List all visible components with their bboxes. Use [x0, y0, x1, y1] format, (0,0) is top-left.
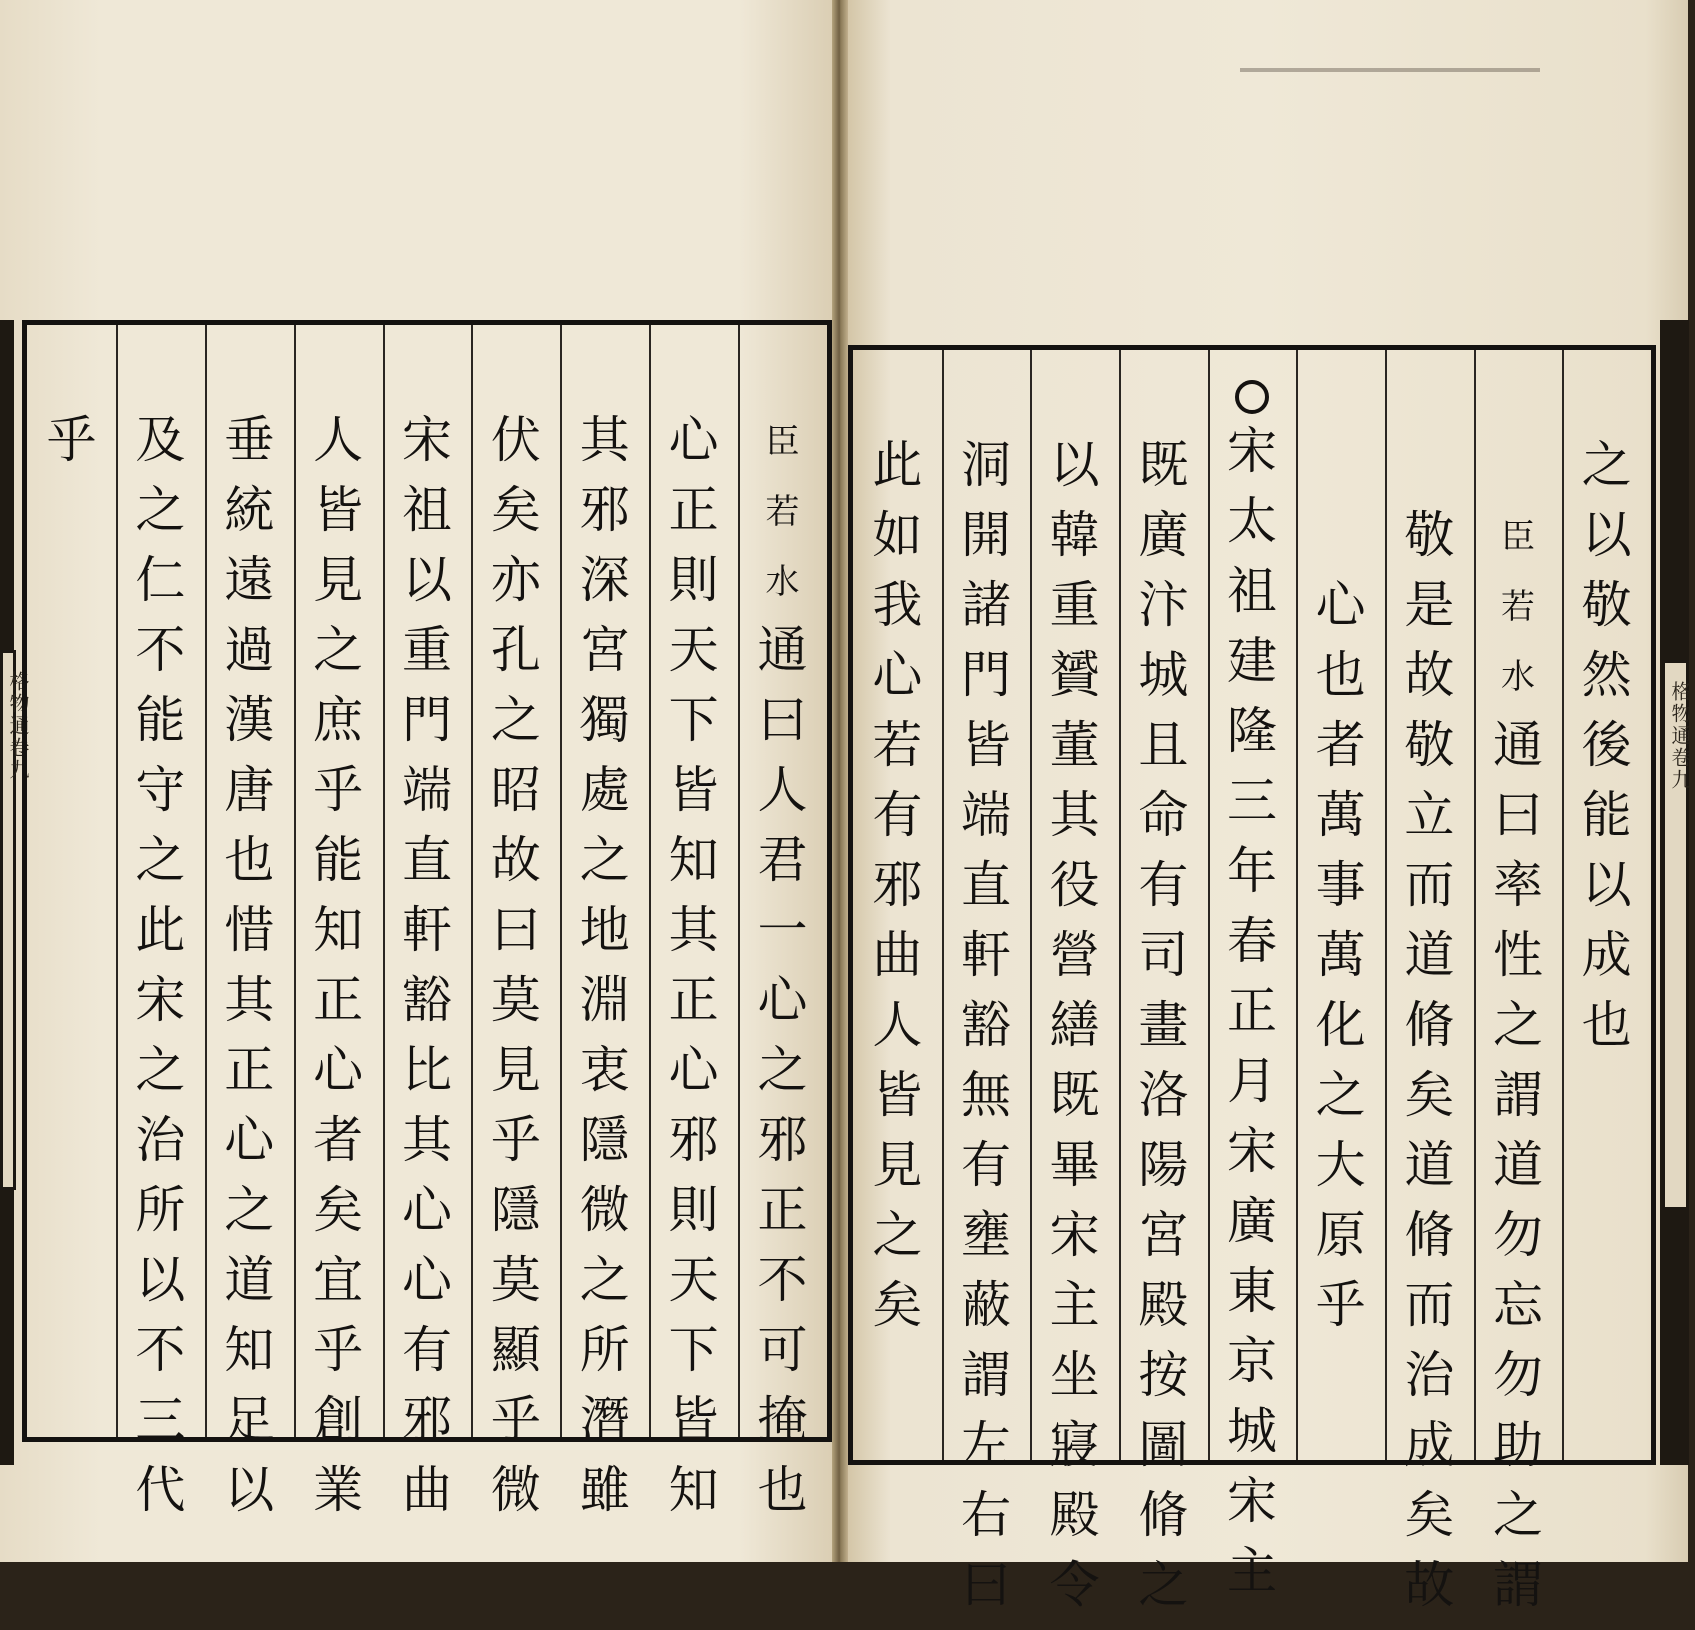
text-glyph: 其: [401, 1111, 452, 1169]
text-glyph: 勿: [1492, 1346, 1543, 1404]
text-glyph: 也: [1315, 646, 1366, 704]
text-column: [27, 325, 116, 485]
text-glyph: 既: [1049, 1066, 1100, 1124]
text-glyph: 有: [872, 786, 923, 844]
text-glyph: 心: [401, 1251, 452, 1309]
text-glyph: 見: [872, 1136, 923, 1194]
text-glyph: 成: [1404, 1416, 1455, 1474]
text-glyph: 正: [668, 481, 719, 539]
text-glyph: 莫: [490, 971, 541, 1029]
section-circle-mark: [1235, 380, 1269, 414]
text-glyph: 乎: [1315, 1276, 1366, 1334]
text-glyph: 曰: [757, 691, 808, 749]
text-glyph: 也: [224, 831, 275, 889]
text-glyph: 若: [872, 716, 923, 774]
text-glyph: 曰: [960, 1556, 1011, 1614]
text-glyph: 洛: [1138, 1066, 1189, 1124]
text-column: [560, 325, 649, 1535]
text-glyph: 然: [1581, 646, 1632, 704]
text-glyph: 皆: [313, 481, 364, 539]
text-glyph: 祖: [401, 481, 452, 539]
text-glyph: 曰: [1492, 786, 1543, 844]
text-glyph: 邪: [579, 481, 630, 539]
text-glyph: 能: [135, 691, 186, 749]
text-glyph: 心: [668, 1041, 719, 1099]
text-glyph: 心: [872, 646, 923, 704]
text-glyph: 是: [1404, 576, 1455, 634]
text-glyph: 知: [224, 1321, 275, 1379]
text-glyph: 宋: [135, 971, 186, 1029]
text-glyph: 脩: [1138, 1486, 1189, 1544]
text-column: [471, 325, 560, 1535]
text-glyph: 者: [1315, 716, 1366, 774]
text-glyph: 皆: [668, 1391, 719, 1449]
text-glyph: 心: [757, 971, 808, 1029]
text-glyph: 知: [668, 1461, 719, 1519]
text-glyph: 大: [1315, 1136, 1366, 1194]
text-glyph: 宮: [579, 621, 630, 679]
text-glyph: 成: [1581, 926, 1632, 984]
text-glyph: 宋: [1226, 1472, 1277, 1530]
text-glyph: 見: [313, 551, 364, 609]
text-glyph: 韓: [1049, 506, 1100, 564]
text-glyph: 昭: [490, 761, 541, 819]
text-glyph: 畢: [1049, 1136, 1100, 1194]
text-glyph: 役: [1049, 856, 1100, 914]
text-glyph: 之: [1315, 1066, 1366, 1124]
text-glyph: 以: [1049, 436, 1100, 494]
text-column: [383, 325, 472, 1535]
text-glyph: 有: [401, 1321, 452, 1379]
text-glyph: 有: [1138, 856, 1189, 914]
text-glyph: 矣: [872, 1276, 923, 1334]
text-glyph: 敬: [1581, 576, 1632, 634]
text-glyph: 道: [224, 1251, 275, 1309]
text-glyph: 臣: [1500, 517, 1535, 557]
text-glyph: 人: [757, 761, 808, 819]
left-page-frame: [22, 320, 832, 1519]
text-glyph: 能: [313, 831, 364, 889]
right-page-frame: [848, 345, 1656, 1614]
text-glyph: 謂: [960, 1346, 1011, 1404]
text-glyph: 其: [1049, 786, 1100, 844]
paper-mark: [1240, 68, 1540, 72]
text-glyph: 淵: [579, 971, 630, 1029]
text-glyph: 則: [668, 551, 719, 609]
text-glyph: 左: [960, 1416, 1011, 1474]
text-glyph: 贇: [1049, 646, 1100, 704]
text-glyph: 城: [1138, 646, 1189, 704]
text-glyph: 令: [1049, 1556, 1100, 1614]
text-column: [1296, 350, 1385, 1350]
text-glyph: 隱: [579, 1111, 630, 1169]
text-glyph: 遠: [224, 551, 275, 609]
text-glyph: 助: [1492, 1416, 1543, 1474]
text-glyph: 重: [1049, 576, 1100, 634]
text-glyph: 之: [579, 831, 630, 889]
text-glyph: 邪: [668, 1111, 719, 1169]
text-column: [1562, 350, 1651, 1070]
text-glyph: 仁: [135, 551, 186, 609]
text-glyph: 不: [757, 1251, 808, 1309]
text-glyph: 皆: [668, 761, 719, 819]
text-glyph: 可: [757, 1321, 808, 1379]
text-glyph: 道: [1404, 926, 1455, 984]
text-glyph: 以: [135, 1251, 186, 1309]
text-glyph: 故: [490, 831, 541, 889]
text-glyph: 主: [1226, 1542, 1277, 1600]
text-glyph: 且: [1138, 716, 1189, 774]
text-glyph: 敬: [1404, 716, 1455, 774]
text-glyph: 宋: [401, 411, 452, 469]
text-glyph: 也: [1581, 996, 1632, 1054]
text-glyph: 矣: [1404, 1486, 1455, 1544]
text-glyph: 及: [135, 411, 186, 469]
text-column: [738, 325, 827, 1535]
text-glyph: 莫: [490, 1251, 541, 1309]
text-column: [853, 350, 942, 1350]
text-glyph: 謂: [1492, 1066, 1543, 1124]
text-glyph: 之: [313, 621, 364, 679]
text-glyph: 此: [135, 901, 186, 959]
text-glyph: 而: [1404, 856, 1455, 914]
text-glyph: 邪: [872, 856, 923, 914]
text-glyph: 月: [1226, 1052, 1277, 1110]
text-glyph: 城: [1226, 1402, 1277, 1460]
text-glyph: 直: [960, 856, 1011, 914]
text-glyph: 伏: [490, 411, 541, 469]
text-column: [1119, 350, 1208, 1630]
text-glyph: 化: [1315, 996, 1366, 1054]
text-glyph: 正: [1226, 982, 1277, 1040]
text-glyph: 水: [1500, 657, 1535, 697]
text-glyph: 建: [1226, 632, 1277, 690]
text-glyph: 邪: [757, 1111, 808, 1169]
text-glyph: 端: [960, 786, 1011, 844]
text-glyph: 之: [1138, 1556, 1189, 1614]
text-glyph: 命: [1138, 786, 1189, 844]
left-tab-label: 格物通卷九: [6, 671, 30, 781]
text-glyph: 殿: [1138, 1276, 1189, 1334]
text-glyph: 陽: [1138, 1136, 1189, 1194]
text-column: [205, 325, 294, 1535]
text-glyph: 則: [668, 1181, 719, 1239]
text-glyph: 軒: [960, 926, 1011, 984]
text-glyph: 庶: [313, 691, 364, 749]
text-glyph: 皆: [872, 1066, 923, 1124]
left-fold-tab: [0, 650, 30, 1190]
text-glyph: 通: [757, 621, 808, 679]
text-column: [294, 325, 383, 1535]
text-glyph: 故: [1404, 1556, 1455, 1614]
text-glyph: 若: [765, 492, 800, 532]
text-glyph: 正: [668, 971, 719, 1029]
text-glyph: 足: [224, 1391, 275, 1449]
text-glyph: 門: [960, 646, 1011, 704]
text-column: [116, 325, 205, 1535]
text-glyph: 通: [1492, 716, 1543, 774]
text-glyph: 性: [1492, 926, 1543, 984]
text-glyph: 過: [224, 621, 275, 679]
text-glyph: 脩: [1404, 996, 1455, 1054]
text-glyph: 曲: [401, 1461, 452, 1519]
text-glyph: 顯: [490, 1321, 541, 1379]
text-glyph: 開: [960, 506, 1011, 564]
text-glyph: 者: [313, 1111, 364, 1169]
text-glyph: 不: [135, 1321, 186, 1379]
text-glyph: 垂: [224, 411, 275, 469]
text-glyph: 端: [401, 761, 452, 819]
text-glyph: 豁: [401, 971, 452, 1029]
text-glyph: 統: [224, 481, 275, 539]
text-glyph: 唐: [224, 761, 275, 819]
text-glyph: 壅: [960, 1206, 1011, 1264]
text-glyph: 京: [1226, 1332, 1277, 1390]
text-glyph: 殿: [1049, 1486, 1100, 1544]
text-glyph: 無: [960, 1066, 1011, 1124]
text-glyph: 如: [872, 506, 923, 564]
text-glyph: 正: [224, 1041, 275, 1099]
text-column: [1385, 350, 1474, 1630]
text-glyph: 獨: [579, 691, 630, 749]
text-glyph: 之: [757, 1041, 808, 1099]
text-glyph: 矣: [1404, 1066, 1455, 1124]
text-glyph: 隱: [490, 1181, 541, 1239]
text-glyph: 事: [1315, 856, 1366, 914]
text-glyph: 之: [872, 1206, 923, 1264]
text-glyph: 邪: [401, 1391, 452, 1449]
text-glyph: 深: [579, 551, 630, 609]
text-glyph: 見: [490, 1041, 541, 1099]
text-glyph: 衷: [579, 1041, 630, 1099]
text-glyph: 心: [313, 1041, 364, 1099]
text-glyph: 潛: [579, 1391, 630, 1449]
text-glyph: 此: [872, 436, 923, 494]
text-glyph: 乎: [46, 411, 97, 469]
text-glyph: 洞: [960, 436, 1011, 494]
text-glyph: 而: [1404, 1276, 1455, 1334]
text-glyph: 比: [401, 1041, 452, 1099]
text-glyph: 司: [1138, 926, 1189, 984]
text-glyph: 勿: [1492, 1206, 1543, 1264]
text-glyph: 所: [135, 1181, 186, 1239]
text-glyph: 軒: [401, 901, 452, 959]
text-column: [1208, 350, 1297, 1616]
text-glyph: 率: [1492, 856, 1543, 914]
text-glyph: 人: [313, 411, 364, 469]
text-glyph: 繕: [1049, 996, 1100, 1054]
text-glyph: 處: [579, 761, 630, 819]
text-glyph: 畫: [1138, 996, 1189, 1054]
text-glyph: 之: [135, 481, 186, 539]
text-glyph: 廣: [1138, 506, 1189, 564]
text-glyph: 掩: [757, 1391, 808, 1449]
text-glyph: 主: [1049, 1276, 1100, 1334]
text-glyph: 乎: [313, 1321, 364, 1379]
text-glyph: 脩: [1404, 1206, 1455, 1264]
text-glyph: 其: [668, 901, 719, 959]
text-glyph: 正: [313, 971, 364, 1029]
text-glyph: 曲: [872, 926, 923, 984]
text-glyph: 心: [224, 1111, 275, 1169]
text-glyph: 亦: [490, 551, 541, 609]
text-glyph: 治: [1404, 1346, 1455, 1404]
text-glyph: 蔽: [960, 1276, 1011, 1334]
text-glyph: 我: [872, 576, 923, 634]
right-fold-tab: [1662, 660, 1692, 1210]
text-glyph: 乎: [490, 1111, 541, 1169]
text-glyph: 祖: [1226, 562, 1277, 620]
text-glyph: 董: [1049, 716, 1100, 774]
text-glyph: 孔: [490, 621, 541, 679]
text-glyph: 一: [757, 901, 808, 959]
text-glyph: 春: [1226, 912, 1277, 970]
text-glyph: 之: [135, 1041, 186, 1099]
text-glyph: 創: [313, 1391, 364, 1449]
text-glyph: 敬: [1404, 506, 1455, 564]
text-glyph: 代: [135, 1461, 186, 1519]
text-column: [649, 325, 738, 1535]
text-column: [942, 350, 1031, 1630]
text-glyph: 正: [757, 1181, 808, 1239]
text-glyph: 惜: [224, 901, 275, 959]
text-glyph: 矣: [490, 481, 541, 539]
text-glyph: 之: [1492, 1486, 1543, 1544]
text-glyph: 以: [224, 1461, 275, 1519]
text-glyph: 臣: [765, 422, 800, 462]
text-glyph: 知: [313, 901, 364, 959]
text-column: [1474, 350, 1563, 1630]
text-glyph: 若: [1500, 587, 1535, 627]
text-glyph: 原: [1315, 1206, 1366, 1264]
text-glyph: 天: [668, 621, 719, 679]
text-glyph: 寢: [1049, 1416, 1100, 1474]
text-glyph: 心: [1315, 576, 1366, 634]
text-glyph: 東: [1226, 1262, 1277, 1320]
text-glyph: 其: [579, 411, 630, 469]
text-glyph: 之: [224, 1181, 275, 1239]
text-glyph: 宋: [1049, 1206, 1100, 1264]
text-glyph: 能: [1581, 786, 1632, 844]
text-glyph: 宋: [1226, 1122, 1277, 1180]
text-glyph: 也: [757, 1461, 808, 1519]
text-glyph: 宋: [1226, 422, 1277, 480]
text-glyph: 水: [765, 562, 800, 602]
text-glyph: 有: [960, 1136, 1011, 1194]
text-glyph: 守: [135, 761, 186, 819]
text-glyph: 立: [1404, 786, 1455, 844]
text-glyph: 天: [668, 1251, 719, 1309]
text-glyph: 知: [668, 831, 719, 889]
text-glyph: 之: [579, 1251, 630, 1309]
text-glyph: 不: [135, 621, 186, 679]
text-glyph: 微: [579, 1181, 630, 1239]
text-glyph: 三: [135, 1391, 186, 1449]
text-glyph: 宮: [1138, 1206, 1189, 1264]
text-glyph: 道: [1404, 1136, 1455, 1194]
text-glyph: 隆: [1226, 702, 1277, 760]
text-glyph: 治: [135, 1111, 186, 1169]
text-glyph: 業: [313, 1461, 364, 1519]
text-glyph: 重: [401, 621, 452, 679]
text-glyph: 心: [401, 1181, 452, 1239]
text-glyph: 謂: [1492, 1556, 1543, 1614]
text-glyph: 營: [1049, 926, 1100, 984]
text-glyph: 故: [1404, 646, 1455, 704]
text-glyph: 君: [757, 831, 808, 889]
text-glyph: 之: [490, 691, 541, 749]
text-glyph: 右: [960, 1486, 1011, 1544]
text-glyph: 皆: [960, 716, 1011, 774]
text-glyph: 太: [1226, 492, 1277, 550]
text-glyph: 微: [490, 1461, 541, 1519]
text-glyph: 廣: [1226, 1192, 1277, 1250]
book-gutter: [832, 0, 848, 1562]
text-glyph: 忘: [1492, 1276, 1543, 1334]
text-glyph: 既: [1138, 436, 1189, 494]
text-glyph: 直: [401, 831, 452, 889]
text-glyph: 以: [401, 551, 452, 609]
text-glyph: 萬: [1315, 786, 1366, 844]
text-glyph: 之: [135, 831, 186, 889]
text-glyph: 雖: [579, 1461, 630, 1519]
text-glyph: 所: [579, 1321, 630, 1379]
text-glyph: 後: [1581, 716, 1632, 774]
text-glyph: 乎: [490, 1391, 541, 1449]
text-glyph: 人: [872, 996, 923, 1054]
text-glyph: 萬: [1315, 926, 1366, 984]
text-glyph: 宜: [313, 1251, 364, 1309]
text-glyph: 心: [668, 411, 719, 469]
right-tab-label: 格物通卷九: [1668, 681, 1692, 791]
text-column: [1030, 350, 1119, 1630]
text-glyph: 之: [1492, 996, 1543, 1054]
text-glyph: 三: [1226, 772, 1277, 830]
text-glyph: 乎: [313, 761, 364, 819]
text-glyph: 地: [579, 901, 630, 959]
text-glyph: 下: [668, 1321, 719, 1379]
text-glyph: 曰: [490, 901, 541, 959]
text-glyph: 坐: [1049, 1346, 1100, 1404]
text-glyph: 道: [1492, 1136, 1543, 1194]
text-glyph: 門: [401, 691, 452, 749]
text-glyph: 按: [1138, 1346, 1189, 1404]
text-glyph: 之: [1581, 436, 1632, 494]
text-glyph: 圖: [1138, 1416, 1189, 1474]
text-glyph: 下: [668, 691, 719, 749]
text-glyph: 汴: [1138, 576, 1189, 634]
text-glyph: 諸: [960, 576, 1011, 634]
text-glyph: 以: [1581, 856, 1632, 914]
text-glyph: 年: [1226, 842, 1277, 900]
text-glyph: 豁: [960, 996, 1011, 1054]
text-glyph: 矣: [313, 1181, 364, 1239]
text-glyph: 以: [1581, 506, 1632, 564]
text-glyph: 其: [224, 971, 275, 1029]
text-glyph: 漢: [224, 691, 275, 749]
